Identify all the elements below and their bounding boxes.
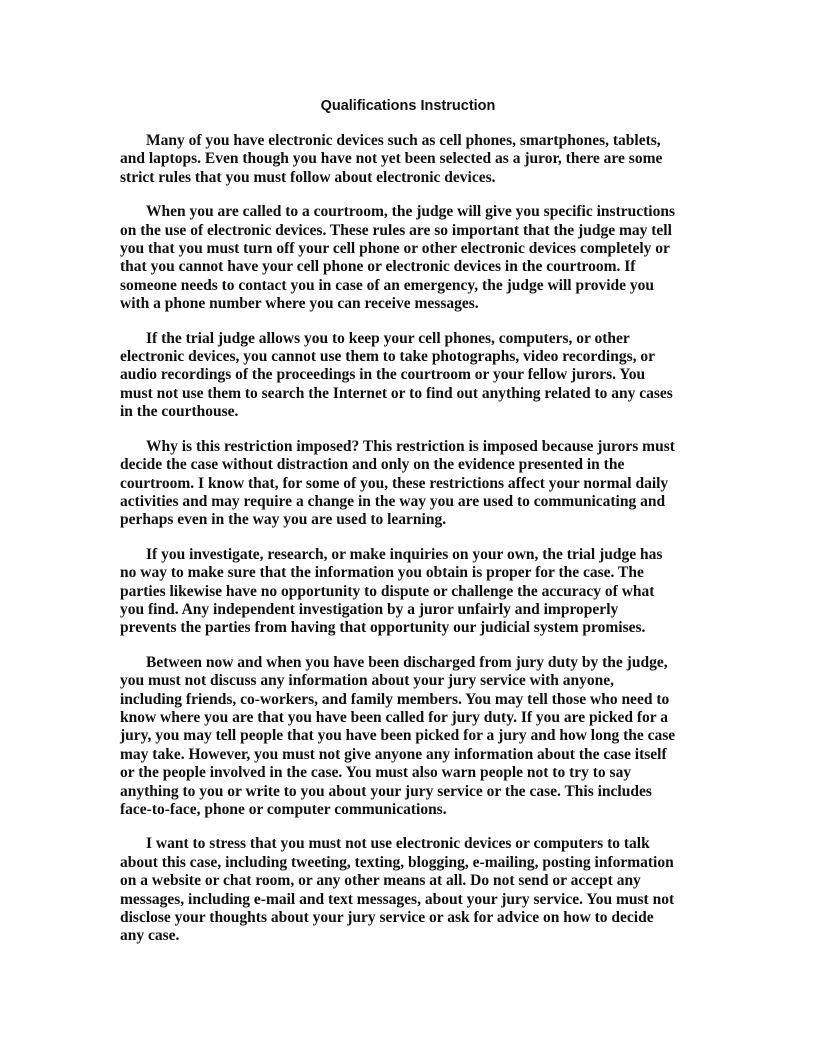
text-line: Many of you have electronic devices such as cell phones, smartphones, tablets, [146,132,661,149]
text-line: must not use them to search the Internet or to find out anything related to any cases [120,384,673,402]
text-line: face-to-face, phone or computer communications. [120,801,447,818]
paragraph [120,835,710,945]
text-line: on a website or chat room, or any other means at all. Do not send or accept any [120,872,641,890]
paragraph [120,654,710,820]
paragraph [120,546,710,638]
text-line: prevents the parties from having that opportunity our judicial system promises. [120,619,646,637]
text-line: messages, including e-mail and text messages, about your jury service. You must not [120,890,675,908]
document-body [120,132,710,962]
text-line: strict rules that you must follow about electronic devices. [120,168,496,186]
text-line: any case. [120,927,180,945]
text-line: about this case, including tweeting, texting, blogging, e-mailing, posting information [120,853,674,871]
paragraph [120,132,710,187]
text-line: disclose your thoughts about your jury service or ask for advice on how to decide [120,909,654,927]
text-line: you that you must turn off your cell phone or other electronic devices completely or [120,240,670,258]
document-title: Qualifications Instruction [320,98,496,114]
text-line: Between now and when you have been discharged from jury duty by the judge, [146,653,668,671]
text-line: no way to make sure that the information you obtain is proper for the case. The [120,564,644,582]
text-line: on the use of electronic devices. These rules are so important that the judge may tell [120,221,672,239]
text-line: including friends, co-workers, and family members. You may tell those who need to [120,690,670,708]
text-line: know where you are that you have been called for jury duty. If you are picked for a [120,708,668,726]
text-line: jury, you may tell people that you have been picked for a jury and how long the case [120,727,676,745]
text-line: anything to you or write to you about your jury service or the case. This includes [120,782,652,800]
text-line: you must not discuss any information about your jury service with anyone, [120,672,615,690]
text-line: and laptops. Even though you have not yet been selected as a juror, there are some [120,150,663,168]
text-line: decide the case without distraction and only on the evidence presented in the [120,456,625,474]
text-line: courtroom. I know that, for some of you, these restrictions affect your normal daily [120,474,669,492]
paragraph [120,438,710,530]
paragraph [120,203,710,313]
text-line: or the people involved in the case. You must also warn people not to try to say [120,764,632,782]
text-line: If you investigate, research, or make inquiries on your own, the trial judge has [146,545,663,563]
text-line: audio recordings of the proceedings in the courtroom or your fellow jurors. You [120,366,646,384]
text-line: parties likewise have no opportunity to dispute or challenge the accuracy of what [120,582,655,600]
text-line: someone needs to contact you in case of an emergency, the judge will provide you [120,276,654,294]
text-line: perhaps even in the way you are used to learning. [120,511,447,529]
text-line: in the courthouse. [120,403,239,421]
text-line: may take. However, you must not give anyone any information about the case itself [120,745,667,763]
paragraph [120,330,710,422]
text-line: When you are called to a courtroom, the judge will give you specific instructions [146,203,675,221]
text-line: electronic devices, you cannot use them to take photographs, video recordings, or [120,348,655,366]
text-line: with a phone number where you can receive messages. [120,295,479,313]
text-line: that you cannot have your cell phone or electronic devices in the courtroom. If [120,258,636,276]
text-line: If the trial judge allows you to keep your cell phones, computers, or other [146,329,630,347]
text-line: activities and may require a change in the way you are used to communicating and [120,492,666,510]
text-line: Why is this restriction imposed? This restriction is imposed because jurors must [146,437,675,455]
text-line: you find. Any independent investigation by a juror unfairly and improperly [120,600,619,618]
text-line: I want to stress that you must not use electronic devices or computers to talk [146,835,650,853]
